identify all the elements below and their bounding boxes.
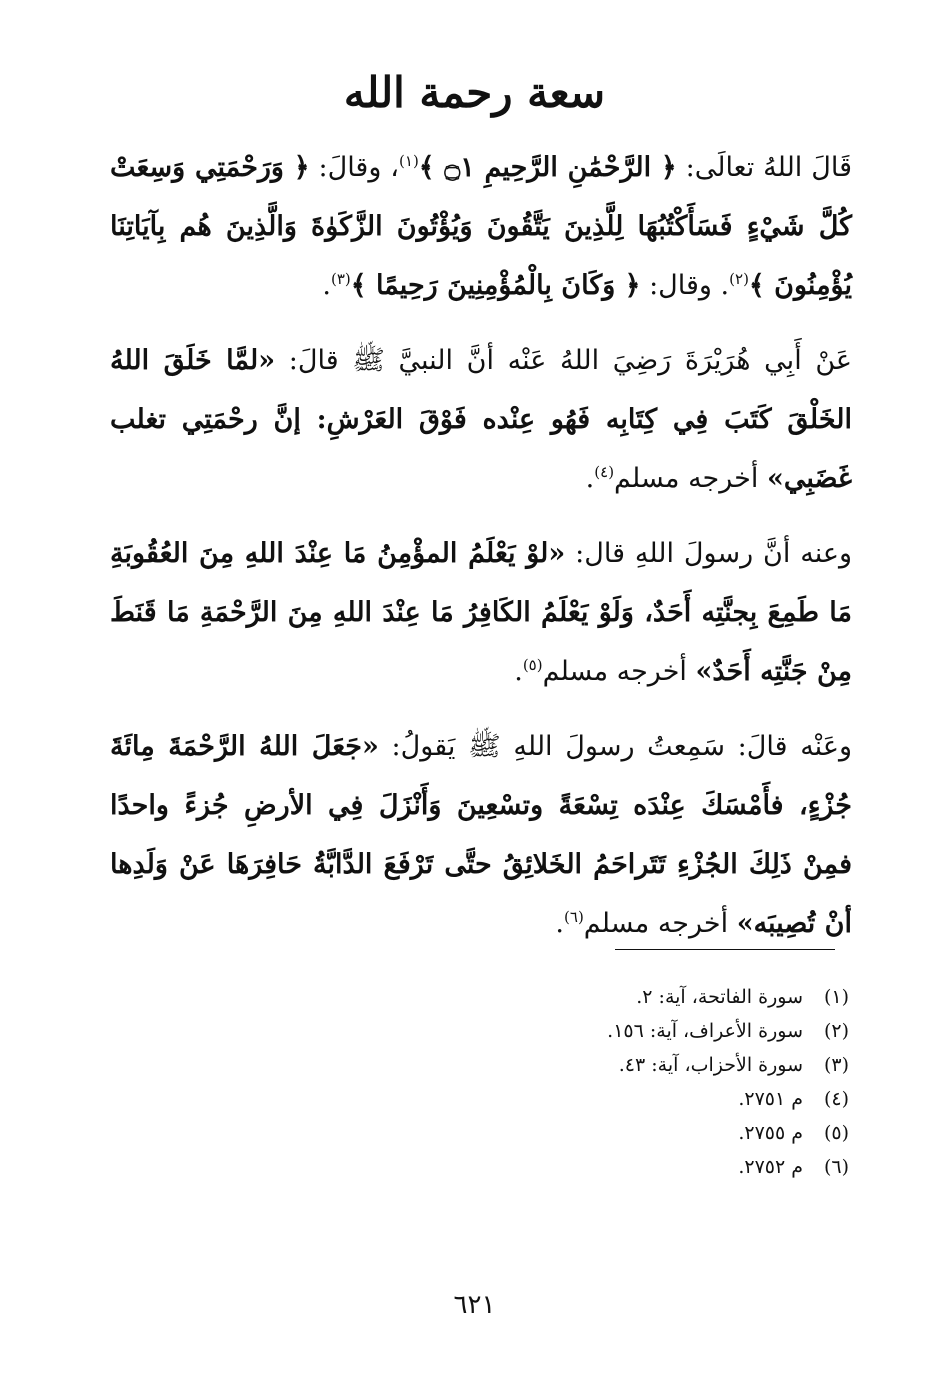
footnote-ref-4: (٤) (594, 463, 615, 481)
footnote-text: سورة الأعراف، آية: ١٥٦. (607, 1020, 803, 1042)
footnotes (469, 980, 849, 1184)
footnote-text: م ٢٧٥٢. (738, 1156, 803, 1178)
footnote-item (469, 1150, 849, 1184)
page-number: ٦٢١ (453, 1290, 496, 1320)
footnote-number: (٥) (823, 1122, 849, 1144)
hadith-source: أخرجه مسلم (583, 908, 729, 939)
text-segment: . (322, 270, 331, 301)
hadith-intro: عَنْ أَبِي هُرَيْرَةَ رَضِيَ اللهُ عَنْه أنَّ النبيَّ ﷺ قالَ: (288, 345, 852, 376)
footnote-item (469, 980, 849, 1014)
hadith-quote: «لوْ يَعْلَمُ المؤْمِنُ مَا عِنْدَ اللهِ مِنَ العُقُوبَةِ مَا طَمِعَ بِجنَّتِه أَحَدٌ، وَلَوْ يَعْلَمُ الكَافِرُ مَا عِنْدَ اللهِ مِنَ الرَّحْمَةِ مَا قَنَطَ مِنْ جَنَّتِه أَحَدٌ» (110, 538, 852, 687)
footnote-ref-2: (٢) (729, 270, 749, 288)
footnote-number: (٢) (823, 1020, 849, 1042)
text-segment: قَالَ اللهُ تعالَى: (685, 152, 852, 183)
footnote-ref-5: (٥) (522, 656, 543, 674)
footnote-item (469, 1082, 849, 1116)
paragraph-hadith-3 (110, 717, 852, 953)
footnote-divider (615, 949, 835, 950)
footnote-number: (٤) (823, 1088, 849, 1110)
hadith-source: أخرجه مسلم (614, 463, 759, 494)
footnote-text: سورة الفاتحة، آية: ٢. (636, 986, 803, 1008)
footnote-item (469, 1116, 849, 1150)
footnote-number: (١) (823, 986, 849, 1008)
text-segment: . (514, 656, 523, 687)
footnote-item (469, 1048, 849, 1082)
footnote-ref-6: (٦) (564, 908, 584, 926)
footnote-text: م ٢٧٥٥. (738, 1122, 803, 1144)
footnote-item (469, 1014, 849, 1048)
hadith-intro: وعنه أنَّ رسولَ اللهِ قال: (575, 538, 852, 569)
text-segment: ، وقالَ: (318, 152, 400, 183)
hadith-quote: «جَعَلَ اللهُ الرَّحْمَةَ مِائَةَ جُزْءٍ، فأَمْسَكَ عِنْدَه تِسْعَةً وتسْعِينَ وَأَنْزَلَ فِي الأرضِ جُزءً واحدًا فمِنْ ذَلِكَ الجُزْءِ تَتَراحَمُ الخَلائِقُ حتَّى تَرْفَعَ الدَّابَّةُ حَافِرَهَا عَنْ وَلَدِها أنْ تُصِيبَه» (110, 731, 852, 939)
text-segment: . (555, 908, 565, 939)
text-segment: . (585, 463, 595, 494)
footnote-ref-3: (٣) (330, 270, 351, 288)
page-title: سعة رحمة الله (343, 68, 606, 117)
paragraph-hadith-2 (110, 524, 852, 701)
hadith-intro: وعَنْه قالَ: سَمِعتُ رسولَ اللهِ ﷺ يَقولُ: (391, 731, 852, 762)
text-segment: . وقال: (649, 270, 730, 301)
footnote-text: م ٢٧٥١. (738, 1088, 803, 1110)
footnote-number: (٣) (823, 1054, 849, 1076)
footnote-ref-1: (١) (399, 152, 419, 170)
hadith-quote: «لمَّا خَلَقَ اللهُ الخَلْقَ كَتَبَ فِي كِتَابِه فَهُو عِنْده فَوْقَ العَرْشِ: إنَّ رحْمَتِي تغلب غَضَبِي» (110, 345, 852, 494)
footnote-text: سورة الأحزاب، آية: ٤٣. (618, 1054, 803, 1076)
footnote-number: (٦) (823, 1156, 849, 1178)
quran-verse-araf: ﴿ وَرَحْمَتِي وَسِعَتْ كُلَّ شَيْءٍ فَسَأَكْتُبُهَا لِلَّذِينَ يَتَّقُونَ وَيُؤْتُونَ الزَّكَوٰةَ وَالَّذِينَ هُم بِآيَاتِنَا يُؤْمِنُونَ ﴾ (110, 152, 852, 301)
quran-verse-ahzab: ﴿ وَكَانَ بِالْمُؤْمِنِينَ رَحِيمًا ﴾ (350, 270, 641, 301)
quran-verse-fatiha: ﴿ الرَّحْمَٰنِ الرَّحِيمِ ۝١ ﴾ (418, 152, 677, 183)
paragraph-quran-verses (110, 138, 852, 315)
main-text (110, 138, 852, 969)
paragraph-hadith-1 (110, 331, 852, 508)
hadith-source: أخرجه مسلم (542, 656, 687, 687)
